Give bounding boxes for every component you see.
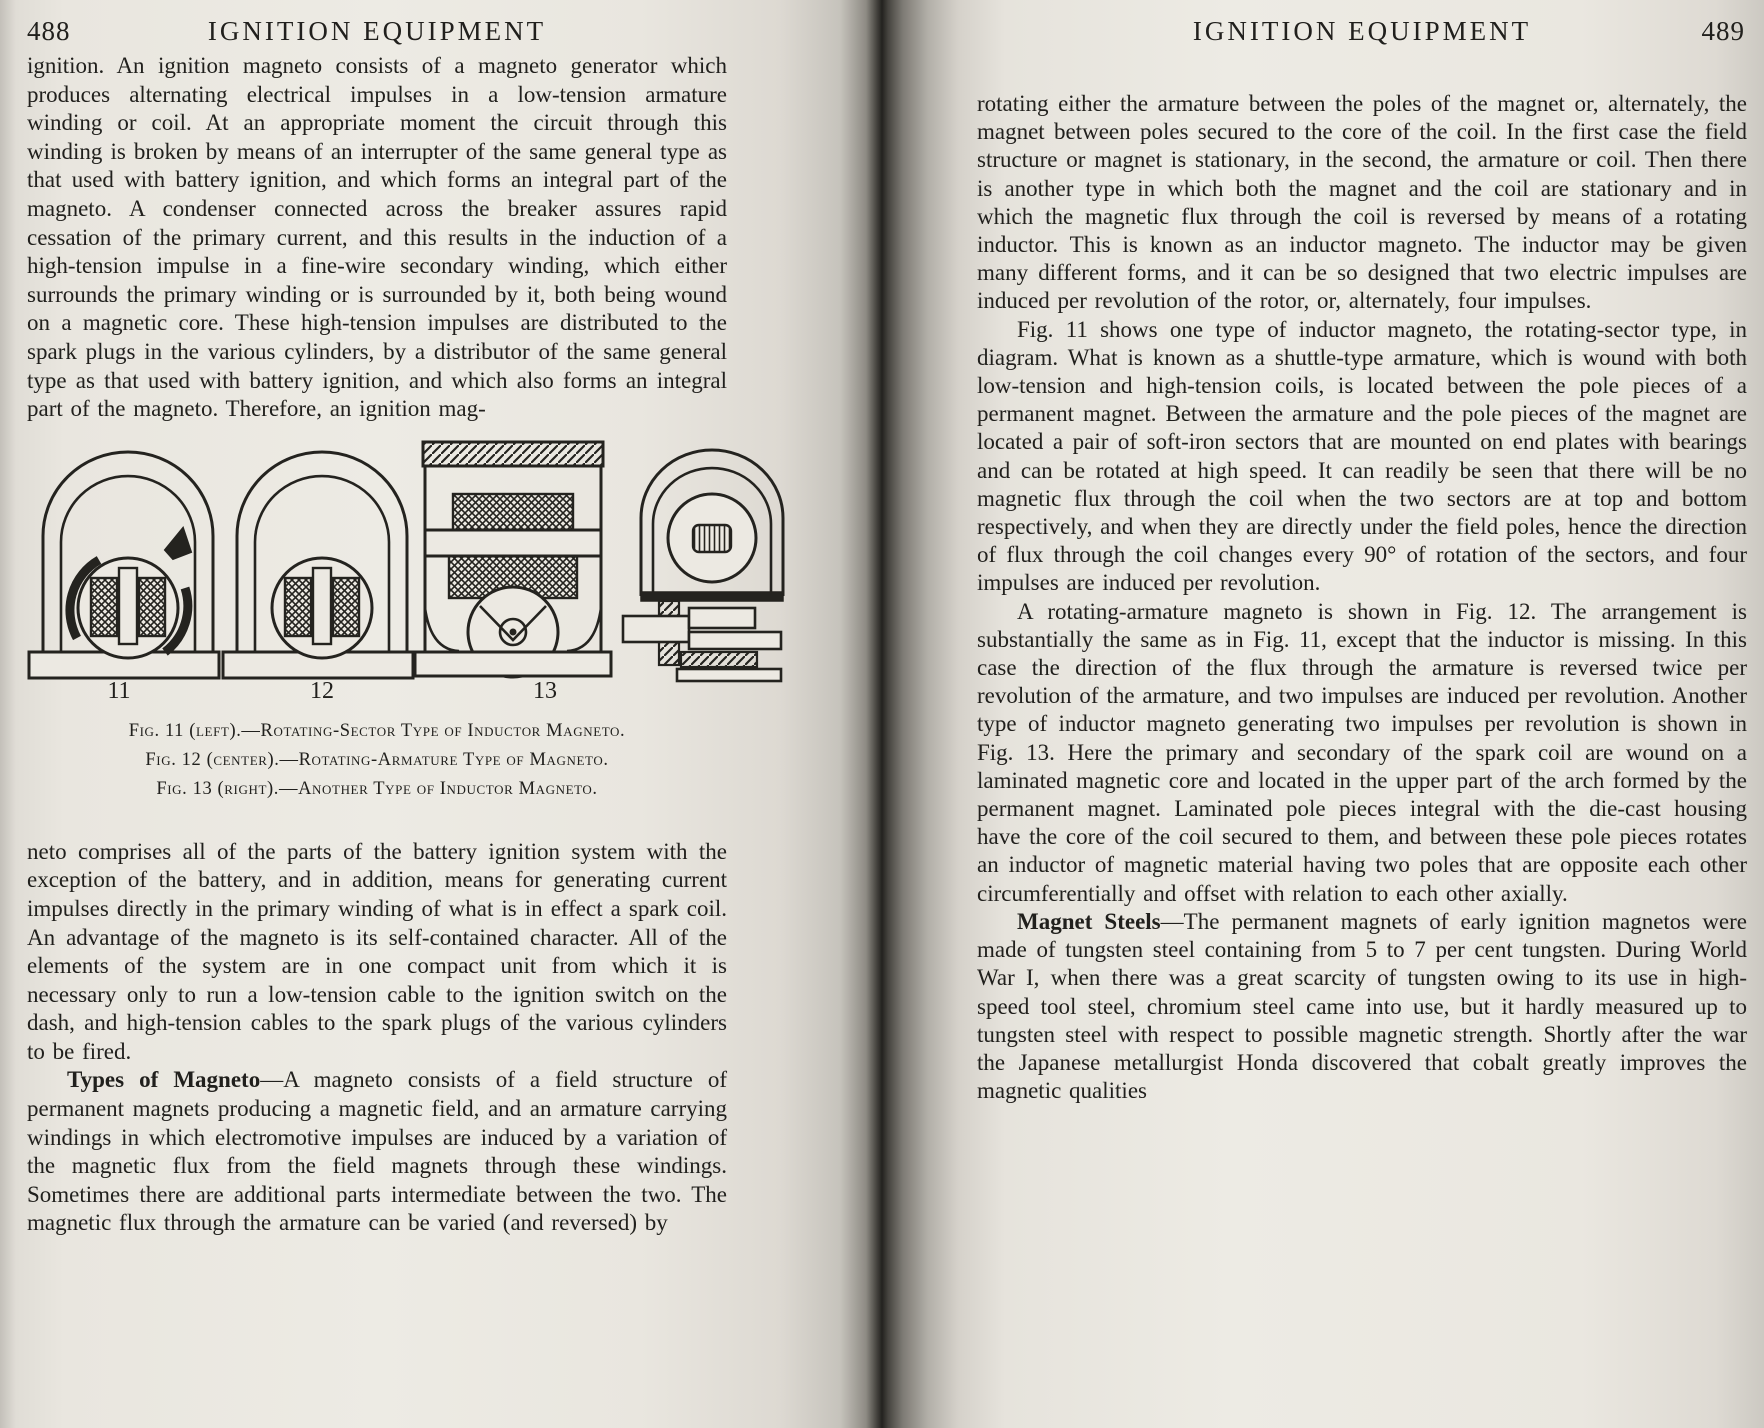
figure-11-number: 11 bbox=[107, 677, 131, 704]
left-paragraph-top: ignition. An ignition magneto consists of a magneto generator which produces alternating electrical impulses in a low-tension armature winding or coil. At an appropriate moment the circuit through this winding is broken by means of an interrupter of the same general type as that used with battery ignition, and which forms an integral part of the magneto. A condenser connected across the breaker assures rapid cessation of the primary current, and this results in the induction of a high-tension impulse in a fine-wire secondary winding, which either surrounds the primary winding or is surrounded by it, both being wound on a magnetic core. These high-tension impulses are distributed to the spark plugs in the various cylinders, by a distributor of the same general type as that used with battery ignition, and which also forms an integral part of the magneto. Therefore, an ignition mag- bbox=[27, 53, 727, 422]
figure-12-drawing bbox=[223, 452, 413, 678]
left-page bbox=[27, 16, 727, 1238]
right-paragraph-magnet-steels bbox=[977, 908, 1747, 1105]
figure-11-drawing bbox=[29, 452, 219, 678]
figure-12-number: 12 bbox=[310, 677, 334, 704]
left-paragraph-mid: neto comprises all of the parts of the battery ignition system with the exception of the battery, and in addition, means for generating current impulses directly in the primary winding of what is in effect a spark coil. An advantage of the magneto is its self-contained character. All of the elements of the system are in one compact unit from which it is necessary only to run a low-tension cable to the ignition switch on the dash, and high-tension cables to the spark plugs of the various cylinders to be fired. bbox=[27, 838, 727, 1064]
left-paragraph-types-of-magneto bbox=[27, 1066, 727, 1238]
right-paragraph-3: A rotating-armature magneto is shown in Fig. 12. The arrangement is substantially the same as in Fig. 11, except that the inductor is missing. In this case the direction of the flux through the armature is reversed twice per revolution of the armature, and two impulses are induced per revolution. Another type of inductor magneto generating two impulses per revolution is shown in Fig. 13. Here the primary and secondary of the spark coil are wound on a laminated magnetic core and located in the upper part of the arch formed by the permanent magnet. Laminated pole pieces integral with the die-cast housing have the core of the coil secured to them, and between these pole pieces rotates an inductor of magnetic material having two poles that are opposite each other circumferentially and offset with relation to each other axially. bbox=[977, 598, 1747, 906]
right-running-title: IGNITION EQUIPMENT bbox=[1192, 16, 1532, 46]
left-page-number: 488 bbox=[27, 16, 71, 46]
right-page-number: 489 bbox=[1701, 16, 1745, 46]
figure-13-caption: Fig. 13 (right).—Another Type of Inductor Magneto. bbox=[156, 778, 598, 799]
figure-13-number: 13 bbox=[533, 677, 557, 704]
right-paragraph-2: Fig. 11 shows one type of inductor magneto, the rotating-sector type, in diagram. What is known as a shuttle-type armature, which is wound with both low-tension and high-tension coils, is located between the pole pieces of a permanent magnet. Between the armature and the pole pieces of the magnet are located a pair of soft-iron sectors that are mounted on end plates with bearings and can be rotated at high speed. It can readily be seen that there will be no magnetic flux through the coil when the two sectors are at top and bottom respectively, and when they are directly under the field poles, hence the direction of flux through the coil changes every 90° of rotation of the sectors, and four impulses are induced per revolution. bbox=[977, 316, 1747, 596]
magneto-figures-drawing bbox=[23, 434, 785, 706]
figure-captions bbox=[27, 717, 727, 804]
figure-11-caption: Fig. 11 (left).—Rotating-Sector Type of Inductor Magneto. bbox=[128, 720, 626, 741]
right-running-head bbox=[977, 16, 1747, 52]
magnet-steels-heading: Magnet Steels bbox=[1017, 908, 1161, 934]
figure-13-side-drawing bbox=[623, 450, 783, 681]
figure-13-section-drawing bbox=[415, 442, 611, 677]
figure-block bbox=[23, 434, 785, 711]
right-paragraph-1: rotating either the armature between the poles of the magnet or, alternately, the magnet between poles secured to the core of the coil. In the first case the field structure or magnet is stationary, in the second, the armature or coil. Then there is another type in which both the magnet and the coil are stationary and in which the magnetic flux through the coil is reversed by means of a rotating inductor. This is known as an inductor magneto. The inductor may be given many different forms, and it can be so designed that two electric impulses are induced per revolution of the rotor, or, alternately, four impulses. bbox=[977, 91, 1747, 314]
right-page bbox=[977, 16, 1747, 1105]
left-running-title: IGNITION EQUIPMENT bbox=[207, 16, 547, 46]
types-of-magneto-heading: Types of Magneto bbox=[67, 1067, 261, 1093]
types-of-magneto-text: —A magneto consists of a field structure of permanent magnets producing a magnetic field, and an armature carrying windings in which electromotive impulses are induced by a variation of the magnetic flux from the field magnets through these windings. Sometimes there are additional parts intermediate between the two. The magnetic flux through the armature can be varied (and reversed) by bbox=[27, 1067, 727, 1236]
figure-12-caption: Fig. 12 (center).—Rotating-Armature Type of Magneto. bbox=[145, 749, 609, 770]
magnet-steels-text: —The permanent magnets of early ignition magnetos were made of tungsten steel containing from 5 to 7 per cent tungsten. During World War I, when there was a great scarcity of tungsten owing to its use in high-speed tool steel, chromium steel came into use, but it hardly measured up to tungsten steel with respect to possible magnetic strength. Shortly after the war the Japanese metallurgist Honda discovered that cobalt greatly improves the magnetic qualities bbox=[977, 908, 1748, 1104]
left-running-head bbox=[27, 16, 727, 52]
